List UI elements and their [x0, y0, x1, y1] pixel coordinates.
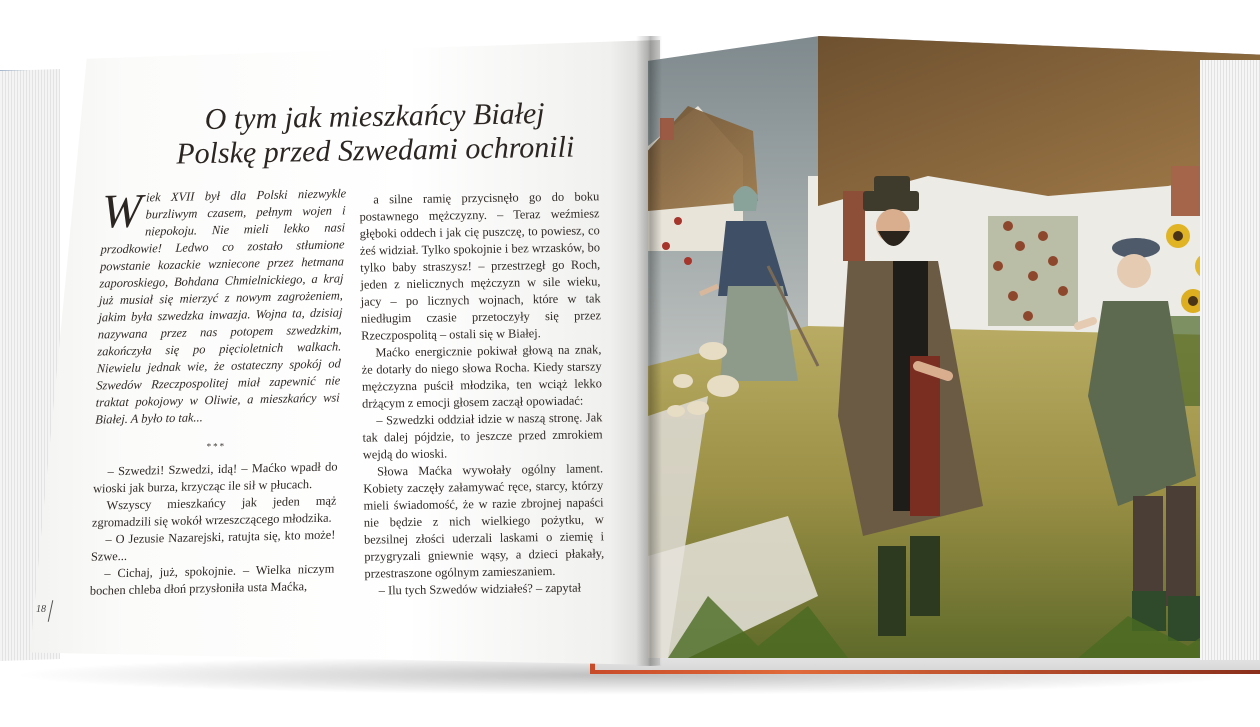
intro-text: iek XVII był dla Polski niezwykle burzliwym czasem, pełnym wojen i niepokoju. Nie mieli lekko nasi przodkowie! Ledwo co zostało stłumione powstanie kozackie wzniecone przez hetmana zaporoskiego, Bohdana Chmielnickiego, a kraj już musiał się mierzyć z nowym zagrożeniem, jakim była szwedzka inwazja. Wojna ta, dzisiaj nazywana przez nas potopem szwedzkim, zakończyła się po pięcioletnich walkach. Niewielu jednak wie, że ostateczny spokój od Szwedów Rzeczpospolitej miał zapewnić nie traktat pokojowy w Oliwie, a mieszkańcy wsi Białej. A było to tak... — [95, 186, 347, 427]
paragraph: – Szwedzki oddział idzie w naszą stronę. Jak tak dalej pójdzie, to jeszcze przed zmrokiem wejdą do wioski. — [362, 410, 603, 462]
book-gutter — [636, 36, 662, 666]
right-page-stack — [1200, 60, 1260, 660]
window-shutter — [843, 191, 865, 261]
paragraph: – Cichaj, już, spokojnie. – Wielka niczym bochen chleba dłoń przysłoniła usta Maćka, — [89, 561, 335, 598]
paragraph: – O Jezusie Nazarejski, ratujta się, kto może! Szwe... — [90, 527, 336, 564]
paragraph: Słowa Maćka wywołały ogólny lament. Kobiety zaczęły załamywać ręce, starcy, którzy mieli świadomość, że w razie zbrojnej napaści nie będzie z nich wielkiego pożytku, w bezsilnej złości uderzali laskami o ziemię i przygryzali gniewnie wąsy, a dzieci płakały, przestraszone ogólnym zamieszaniem. — [363, 461, 605, 581]
chapter-title-line-2: Polskę przed Szwedami ochronili — [176, 130, 575, 171]
section-separator: *** — [206, 440, 227, 452]
intro-paragraph — [95, 185, 346, 428]
left-text-column — [90, 185, 347, 599]
paragraph: – Szwedzi! Szwedzi, idą! – Maćko wpadł do wioski jak burza, krzycząc ile sił w płucach. — [92, 459, 338, 496]
paragraph: a silne ramię przycisnęło go do boku postawnego mężczyzny. – Teraz weźmiesz głęboki oddech i jak cię puszczę, to powiesz, co żeś widział. Tylko spokojnie i bez wrzasków, bo tylko baby straszysz! – przestrzegł go Roch, jeden z nielicznych mężczyzn w sile wieku, jacy – po licznych wojnach, które w tak niedługim czasie przetoczyły się przez Rzeczpospolitą – ostali się w Białej. — [359, 189, 602, 343]
paragraph: Maćko energicznie pokiwał głową na znak, że dotarły do niego słowa Rocha. Kiedy starszy mężczyzna puścił młodzika, ten wciąż lekko drżącym z emocji głosem zaczął opowiadać: — [361, 342, 602, 411]
right-text-column — [359, 188, 605, 599]
chapter-title — [139, 96, 610, 172]
paragraph: – Ilu tych Szwedów widziałeś? – zapytał — [378, 580, 582, 598]
dropcap: W — [100, 184, 143, 239]
village-scene-illustration — [648, 36, 1260, 658]
page-number: 18 — [36, 604, 46, 615]
chapter-title-line-1: O tym jak mieszkańcy Białej — [204, 97, 545, 136]
paragraph: Wszyscy mieszkańcy jak jeden mąż zgromadzili się wokół wrzeszczącego młodzika. — [91, 493, 337, 530]
right-page-illustration — [648, 36, 1260, 658]
